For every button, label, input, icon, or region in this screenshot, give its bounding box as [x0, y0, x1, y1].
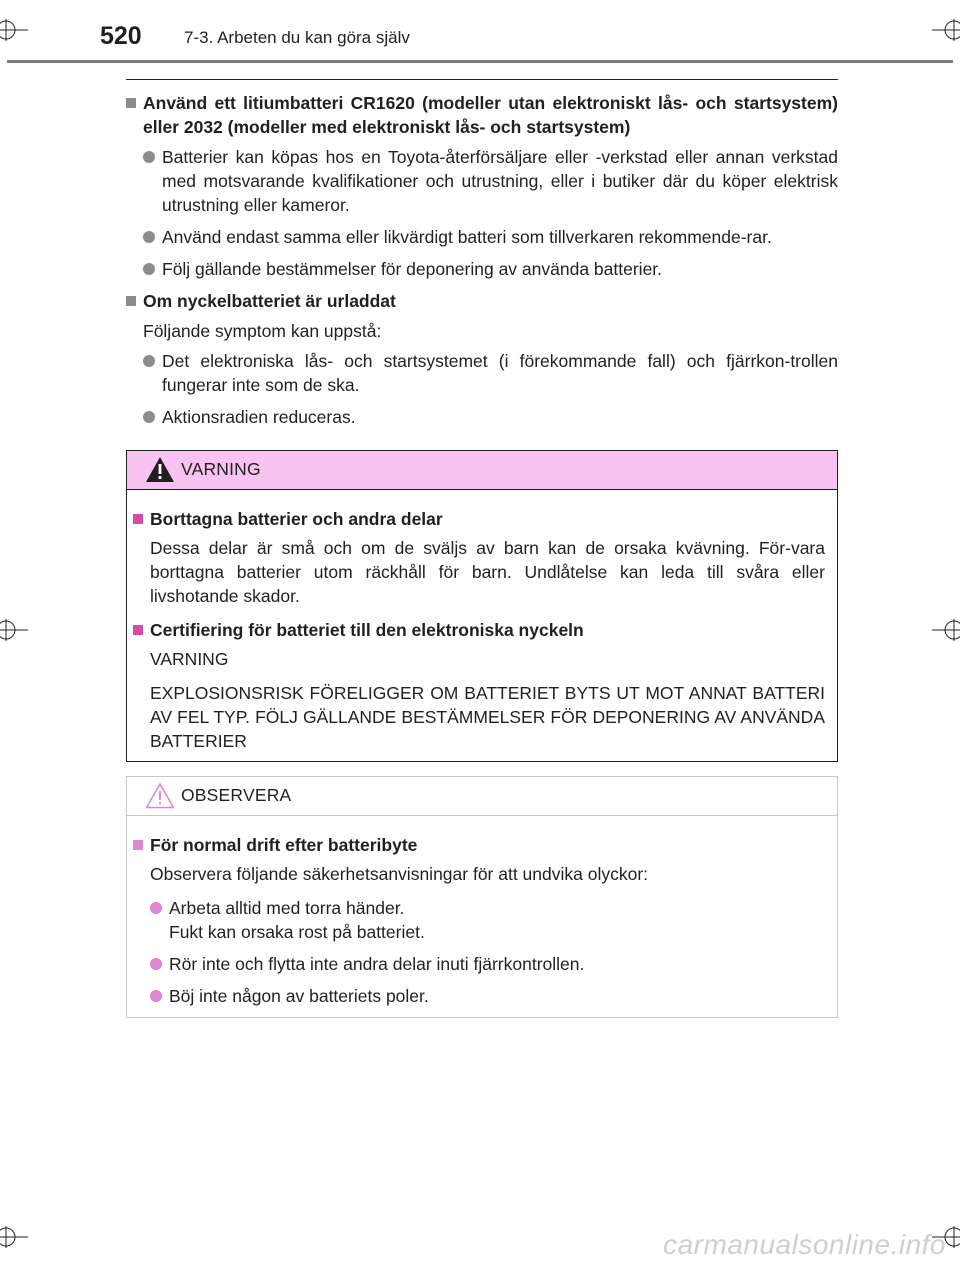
warning-heading: Certifiering för batteriet till den elektroniska nyckeln	[133, 618, 825, 642]
square-bullet-icon	[133, 514, 143, 524]
paragraph: Följande symptom kan uppstå:	[143, 321, 382, 341]
registration-mark-icon	[930, 615, 960, 645]
paragraph: EXPLOSIONSRISK FÖRELIGGER OM BATTERIET BYTS UT MOT ANNAT BATTERI AV FEL TYP. FÖLJ GÄLLANDE BESTÄMMELSER FÖR DEPONERING AV ANVÄNDA BATTERIER	[150, 683, 825, 751]
chapter-title: 7-3. Arbeten du kan göra själv	[184, 28, 410, 47]
paragraph: VARNING	[150, 649, 229, 669]
square-bullet-icon	[126, 296, 136, 306]
notice-box	[126, 776, 838, 1018]
circle-bullet-icon	[143, 231, 155, 243]
circle-bullet-icon	[143, 151, 155, 163]
notice-heading: För normal drift efter batteribyte	[133, 833, 825, 857]
list-item: Aktionsradien reduceras.	[126, 405, 838, 429]
main-content	[126, 91, 838, 437]
caution-triangle-icon	[145, 782, 175, 809]
section-divider	[126, 79, 838, 80]
section-heading: Använd ett litiumbatteri CR1620 (modeller utan elektroniskt lås- och startsystem) eller 2032 (modeller med elektroniskt lås- och startsystem)	[126, 91, 838, 139]
circle-bullet-icon	[143, 411, 155, 423]
list-item: Batterier kan köpas hos en Toyota-återförsäljare eller -verkstad eller annan verkstad med motsvarande kvalifikationer och utrustning, eller i butiker där du köper elektrisk utrustning eller kameror.	[126, 145, 838, 217]
list-item: Rör inte och flytta inte andra delar inuti fjärrkontrollen.	[133, 952, 825, 976]
warning-heading: Borttagna batterier och andra delar	[133, 507, 825, 531]
warning-title: VARNING	[181, 459, 261, 479]
circle-bullet-icon	[143, 263, 155, 275]
header-divider	[7, 60, 953, 63]
warning-triangle-icon	[145, 456, 175, 483]
notice-body	[127, 816, 837, 1008]
circle-bullet-icon	[143, 355, 155, 367]
list-item: Arbeta alltid med torra händer. Fukt kan orsaka rost på batteriet.	[133, 896, 825, 944]
circle-bullet-icon	[150, 990, 162, 1002]
registration-mark-icon	[930, 15, 960, 45]
notice-header	[127, 777, 837, 816]
page-number: 520	[100, 22, 142, 50]
notice-title: OBSERVERA	[181, 785, 292, 805]
warning-box	[126, 450, 838, 762]
list-item: Böj inte någon av batteriets poler.	[133, 984, 825, 1008]
section-heading: Om nyckelbatteriet är urladdat	[126, 289, 838, 313]
registration-mark-icon	[0, 15, 30, 45]
paragraph: Dessa delar är små och om de sväljs av barn kan de orsaka kvävning. För-vara borttagna batterier utom räckhåll för barn. Undlåtelse kan leda till svåra eller livshotande skador.	[150, 538, 825, 606]
watermark: carmanualsonline.info	[663, 1229, 946, 1260]
circle-bullet-icon	[150, 958, 162, 970]
list-item: Det elektroniska lås- och startsystemet (i förekommande fall) och fjärrkon-trollen fungerar inte som de ska.	[126, 349, 838, 397]
registration-mark-icon	[0, 1222, 30, 1252]
warning-header	[127, 451, 837, 490]
list-item: Följ gällande bestämmelser för deponering av använda batterier.	[126, 257, 838, 281]
list-item: Använd endast samma eller likvärdigt batteri som tillverkaren rekommende-rar.	[126, 225, 838, 249]
square-bullet-icon	[126, 98, 136, 108]
registration-mark-icon	[0, 615, 30, 645]
circle-bullet-icon	[150, 902, 162, 914]
warning-body	[127, 490, 837, 753]
square-bullet-icon	[133, 840, 143, 850]
paragraph: Observera följande säkerhetsanvisningar för att undvika olyckor:	[150, 864, 649, 884]
square-bullet-icon	[133, 625, 143, 635]
